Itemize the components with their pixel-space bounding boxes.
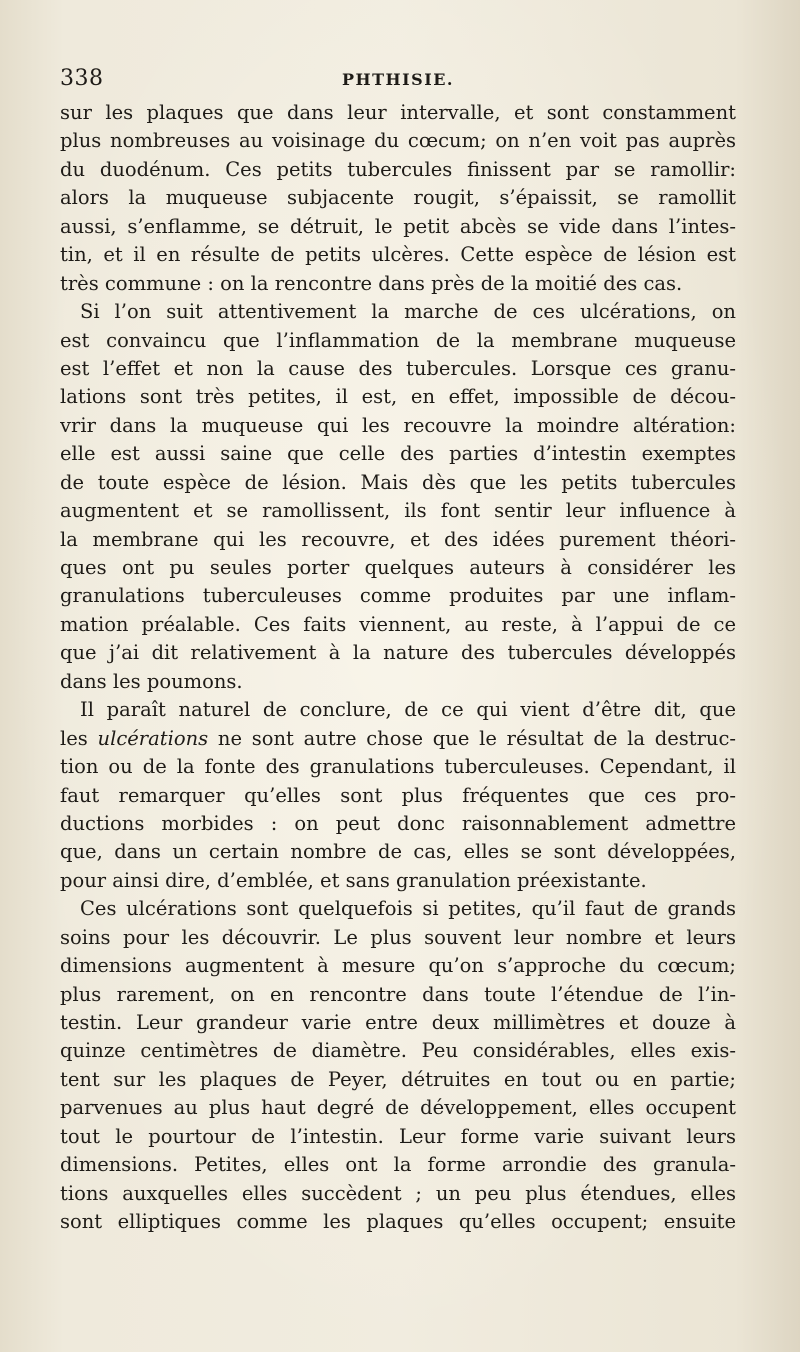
text-line: dans les poumons. [60, 669, 243, 693]
text-line [60, 725, 736, 753]
text-line: testin. Leur grandeur varie entre deux millimètres et douze à [60, 1011, 736, 1034]
text-line: mation préalable. Ces faits viennent, au reste, à l’appui de ce [60, 612, 736, 636]
text-line: tout le pourtour de l’intestin. Leur forme varie suivant leurs [60, 1124, 736, 1148]
body-text [60, 99, 736, 1237]
text-line: faut remarquer qu’elles sont plus fréquentes que ces pro- [60, 783, 736, 807]
text-line: sont elliptiques comme les plaques qu’elles occupent; ensuite [60, 1210, 736, 1234]
text-line: très commune : on la rencontre dans près de la moitié des cas. [60, 271, 683, 295]
text-line: alors la muqueuse subjacente rougit, s’épaissit, se ramollit [60, 186, 736, 210]
page-number: 338 [60, 66, 104, 91]
text-line: dimensions. Petites, elles ont la forme arrondie des granula- [60, 1153, 736, 1177]
text-line: est l’effet et non la cause des tubercules. Lorsque ces granu- [60, 356, 736, 380]
paragraph-first-line: Si l’on suit attentivement la marche de ces ulcérations, on [80, 300, 736, 324]
text-line: tin, et il en résulte de petits ulcères. Cette espèce de lésion est [60, 243, 736, 267]
text-line: augmentent et se ramollissent, ils font sentir leur influence à [60, 499, 736, 523]
text-line: granulations tuberculeuses comme produites par une inflam- [60, 584, 736, 608]
text-line: que j’ai dit relativement à la nature des tubercules développés [60, 641, 736, 665]
text-line: parvenues au plus haut degré de développement, elles occupent [60, 1096, 736, 1120]
text-fragment: les [60, 726, 88, 750]
text-line: ductions morbides : on peut donc raisonnablement admettre [60, 811, 736, 835]
text-line: vrir dans la muqueuse qui les recouvre la moindre altération: [60, 413, 736, 437]
text-line: plus nombreuses au voisinage du cœcum; on n’en voit pas auprès [60, 129, 736, 153]
text-line: quinze centimètres de diamètre. Peu considérables, elles exis- [60, 1039, 736, 1063]
text-fragment: ne sont autre chose que le résultat de la destruc- [217, 726, 736, 750]
text-line: soins pour les découvrir. Le plus souvent leur nombre et leurs [60, 925, 736, 949]
running-head: PHTHISIE. [342, 70, 454, 89]
text-line: aussi, s’enflamme, se détruit, le petit abcès se vide dans l’intes- [60, 214, 736, 238]
text-line: du duodénum. Ces petits tubercules finissent par se ramollir: [60, 157, 736, 181]
text-line: que, dans un certain nombre de cas, elles se sont développées, [60, 840, 736, 864]
paragraph-first-line: Ces ulcérations sont quelquefois si petites, qu’il faut de grands [80, 897, 736, 921]
italic-term: ulcérations [97, 726, 209, 750]
text-line: elle est aussi saine que celle des parties d’intestin exemptes [60, 442, 736, 466]
text-line: la membrane qui les recouvre, et des idées purement théori- [60, 527, 736, 551]
text-line: tion ou de la fonte des granulations tuberculeuses. Cependant, il [60, 755, 736, 779]
text-line: dimensions augmentent à mesure qu’on s’approche du cœcum; [60, 954, 736, 978]
text-line: plus rarement, on en rencontre dans toute l’étendue de l’in- [60, 982, 736, 1006]
text-line: est convaincu que l’inflammation de la membrane muqueuse [60, 328, 736, 352]
text-line: lations sont très petites, il est, en effet, impossible de décou- [60, 385, 736, 409]
text-line: ques ont pu seules porter quelques auteurs à considérer les [60, 556, 736, 579]
text-line: tent sur les plaques de Peyer, détruites en tout ou en partie; [60, 1067, 736, 1091]
text-line: sur les plaques que dans leur intervalle, et sont constamment [60, 101, 736, 124]
page-header [60, 66, 736, 96]
paragraph-first-line: Il paraît naturel de conclure, de ce qui vient d’être dit, que [80, 698, 736, 722]
text-line: tions auxquelles elles succèdent ; un peu plus étendues, elles [60, 1181, 736, 1205]
text-line: pour ainsi dire, d’emblée, et sans granulation préexistante. [60, 868, 647, 892]
text-line: de toute espèce de lésion. Mais dès que les petits tubercules [60, 470, 736, 494]
